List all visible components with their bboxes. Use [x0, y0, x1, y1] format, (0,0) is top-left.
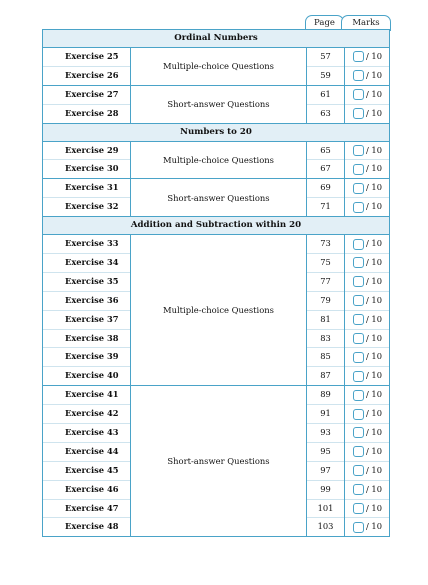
- marks-cell: [345, 367, 389, 385]
- marks-checkbox[interactable]: [353, 89, 364, 100]
- question-group: [43, 235, 389, 386]
- exercise-table: [42, 29, 390, 537]
- page-number: 77: [307, 273, 344, 292]
- marks-total: / 10: [366, 294, 382, 305]
- page-number: 95: [307, 443, 344, 462]
- exercise-label: Exercise 35: [43, 273, 130, 292]
- marks-cell: [345, 292, 389, 311]
- exercise-label: Exercise 45: [43, 462, 130, 481]
- exercise-label: Exercise 26: [65, 69, 119, 80]
- marks-cell: [345, 179, 389, 198]
- exercise-column: [43, 86, 131, 123]
- exercise-label: Exercise 36: [43, 292, 130, 311]
- marks-cell: [345, 235, 389, 254]
- marks-total: / 10: [366, 257, 382, 268]
- question-type-cell: [131, 142, 307, 179]
- marks-checkbox[interactable]: [353, 503, 364, 514]
- page-column: [307, 235, 345, 385]
- marks-checkbox[interactable]: [353, 183, 364, 194]
- page-number: 61: [307, 86, 344, 105]
- exercise-label: Exercise 38: [43, 330, 130, 349]
- marks-total: / 10: [366, 201, 382, 212]
- marks-cell: [345, 105, 389, 123]
- marks-total: / 10: [366, 107, 382, 118]
- exercise-label: Exercise 34: [43, 254, 130, 273]
- exercise-label: Exercise 41: [43, 386, 130, 405]
- marks-cell: [345, 254, 389, 273]
- question-type-cell: [131, 179, 307, 216]
- page-number: 85: [307, 348, 344, 367]
- marks-total: / 10: [366, 370, 382, 381]
- exercise-column: [43, 179, 131, 216]
- marks-checkbox[interactable]: [353, 427, 364, 438]
- exercise-label: Exercise 47: [43, 500, 130, 519]
- marks-total: / 10: [366, 313, 382, 324]
- marks-total: / 10: [366, 88, 382, 99]
- exercise-label: Exercise 40: [65, 370, 119, 381]
- exercise-label: Exercise 27: [43, 86, 130, 105]
- exercise-label: Exercise 32: [65, 201, 119, 212]
- page-number: 69: [307, 179, 344, 198]
- question-type-label: Short-answer Questions: [167, 99, 270, 110]
- marks-cell: [345, 405, 389, 424]
- marks-column: [345, 86, 389, 123]
- marks-checkbox[interactable]: [353, 145, 364, 156]
- question-type-cell: [131, 386, 307, 536]
- marks-total: / 10: [366, 144, 382, 155]
- marks-cell: [345, 198, 389, 216]
- question-type-label: Short-answer Questions: [167, 456, 270, 467]
- page-column: [307, 48, 345, 85]
- marks-checkbox[interactable]: [353, 295, 364, 306]
- marks-total: / 10: [366, 332, 382, 343]
- marks-checkbox[interactable]: [353, 484, 364, 495]
- marks-checkbox[interactable]: [353, 371, 364, 382]
- question-type-label: Multiple-choice Questions: [163, 61, 274, 72]
- marks-total: / 10: [366, 464, 382, 475]
- marks-total: / 10: [366, 238, 382, 249]
- question-group: [43, 179, 389, 217]
- exercise-label: Exercise 25: [43, 48, 130, 67]
- marks-checkbox[interactable]: [353, 352, 364, 363]
- marks-checkbox[interactable]: [353, 522, 364, 533]
- marks-checkbox[interactable]: [353, 390, 364, 401]
- page-number: 101: [307, 500, 344, 519]
- marks-checkbox[interactable]: [353, 70, 364, 81]
- exercise-label: Exercise 39: [43, 348, 130, 367]
- page-number: 97: [307, 462, 344, 481]
- marks-column-header: Marks: [341, 15, 391, 31]
- marks-cell: [345, 142, 389, 161]
- marks-total: / 10: [366, 51, 382, 61]
- marks-checkbox[interactable]: [353, 239, 364, 250]
- marks-checkbox[interactable]: [353, 409, 364, 420]
- marks-cell: [345, 67, 389, 85]
- page-number: 67: [320, 163, 331, 174]
- marks-checkbox[interactable]: [353, 314, 364, 325]
- page-column: [307, 386, 345, 536]
- marks-column: [345, 235, 389, 385]
- page-number: 87: [320, 370, 331, 381]
- section-title: Ordinal Numbers: [43, 30, 389, 48]
- marks-total: / 10: [366, 69, 382, 80]
- question-type-label: Multiple-choice Questions: [163, 305, 274, 316]
- marks-checkbox[interactable]: [353, 333, 364, 344]
- page-number: 99: [307, 481, 344, 500]
- marks-column: [345, 142, 389, 179]
- question-group: [43, 86, 389, 124]
- question-group: [43, 142, 389, 180]
- page-number: 65: [307, 142, 344, 161]
- marks-column: [345, 386, 389, 536]
- marks-total: / 10: [366, 182, 382, 193]
- marks-cell: [345, 348, 389, 367]
- exercise-label: Exercise 33: [43, 235, 130, 254]
- page-column: [307, 86, 345, 123]
- marks-total: / 10: [366, 427, 382, 438]
- page-number: 91: [307, 405, 344, 424]
- exercise-label: Exercise 37: [43, 311, 130, 330]
- exercise-label: Exercise 31: [43, 179, 130, 198]
- marks-cell: [345, 386, 389, 405]
- marks-column: [345, 179, 389, 216]
- marks-column: [345, 48, 389, 85]
- exercise-label: Exercise 44: [43, 443, 130, 462]
- marks-cell: [345, 424, 389, 443]
- marks-total: / 10: [366, 483, 382, 494]
- page-number: 83: [307, 330, 344, 349]
- exercise-column: [43, 235, 131, 385]
- marks-total: / 10: [366, 389, 382, 400]
- question-type-cell: [131, 235, 307, 385]
- marks-cell: [345, 518, 389, 536]
- question-type-cell: [131, 86, 307, 123]
- page-number: 57: [307, 48, 344, 67]
- marks-total: / 10: [366, 163, 382, 174]
- page-number: 59: [320, 69, 331, 80]
- exercise-label: Exercise 28: [65, 107, 119, 118]
- marks-total: / 10: [366, 521, 382, 532]
- marks-total: / 10: [366, 351, 382, 362]
- question-group: [43, 386, 389, 536]
- section-title: Numbers to 20: [43, 124, 389, 142]
- page-column: [307, 179, 345, 216]
- page-number: 75: [307, 254, 344, 273]
- marks-checkbox[interactable]: [353, 276, 364, 287]
- question-group: [43, 48, 389, 86]
- page-number: 63: [320, 107, 331, 118]
- marks-cell: [345, 48, 389, 67]
- marks-checkbox[interactable]: [353, 108, 364, 119]
- marks-total: / 10: [366, 445, 382, 456]
- marks-cell: [345, 86, 389, 105]
- marks-total: / 10: [366, 275, 382, 286]
- marks-cell: [345, 273, 389, 292]
- page-number: 93: [307, 424, 344, 443]
- page-number: 79: [307, 292, 344, 311]
- exercise-column: [43, 386, 131, 536]
- page-number: 89: [307, 386, 344, 405]
- page-number: 73: [307, 235, 344, 254]
- marks-total: / 10: [366, 408, 382, 419]
- marks-total: / 10: [366, 502, 382, 513]
- exercise-label: Exercise 46: [43, 481, 130, 500]
- marks-cell: [345, 311, 389, 330]
- marks-cell: [345, 330, 389, 349]
- page-column: [307, 142, 345, 179]
- marks-cell: [345, 481, 389, 500]
- marks-checkbox[interactable]: [353, 446, 364, 457]
- question-type-label: Short-answer Questions: [167, 192, 270, 203]
- page-column-header: Page: [305, 15, 344, 31]
- page-number: 71: [320, 201, 331, 212]
- marks-checkbox[interactable]: [353, 465, 364, 476]
- page-number: 103: [317, 521, 334, 532]
- exercise-label: Exercise 42: [43, 405, 130, 424]
- section-title: Addition and Subtraction within 20: [43, 217, 389, 235]
- page-number: 81: [307, 311, 344, 330]
- marks-checkbox[interactable]: [353, 164, 364, 175]
- exercise-label: Exercise 43: [43, 424, 130, 443]
- marks-cell: [345, 500, 389, 519]
- exercise-column: [43, 48, 131, 85]
- marks-checkbox[interactable]: [353, 51, 364, 62]
- question-type-cell: [131, 48, 307, 85]
- exercise-column: [43, 142, 131, 179]
- marks-cell: [345, 160, 389, 178]
- exercise-label: Exercise 29: [43, 142, 130, 161]
- exercise-label: Exercise 48: [65, 521, 119, 532]
- exercise-label: Exercise 30: [65, 163, 119, 174]
- marks-checkbox[interactable]: [353, 202, 364, 213]
- marks-checkbox[interactable]: [353, 257, 364, 268]
- question-type-label: Multiple-choice Questions: [163, 154, 274, 165]
- marks-cell: [345, 443, 389, 462]
- marks-cell: [345, 462, 389, 481]
